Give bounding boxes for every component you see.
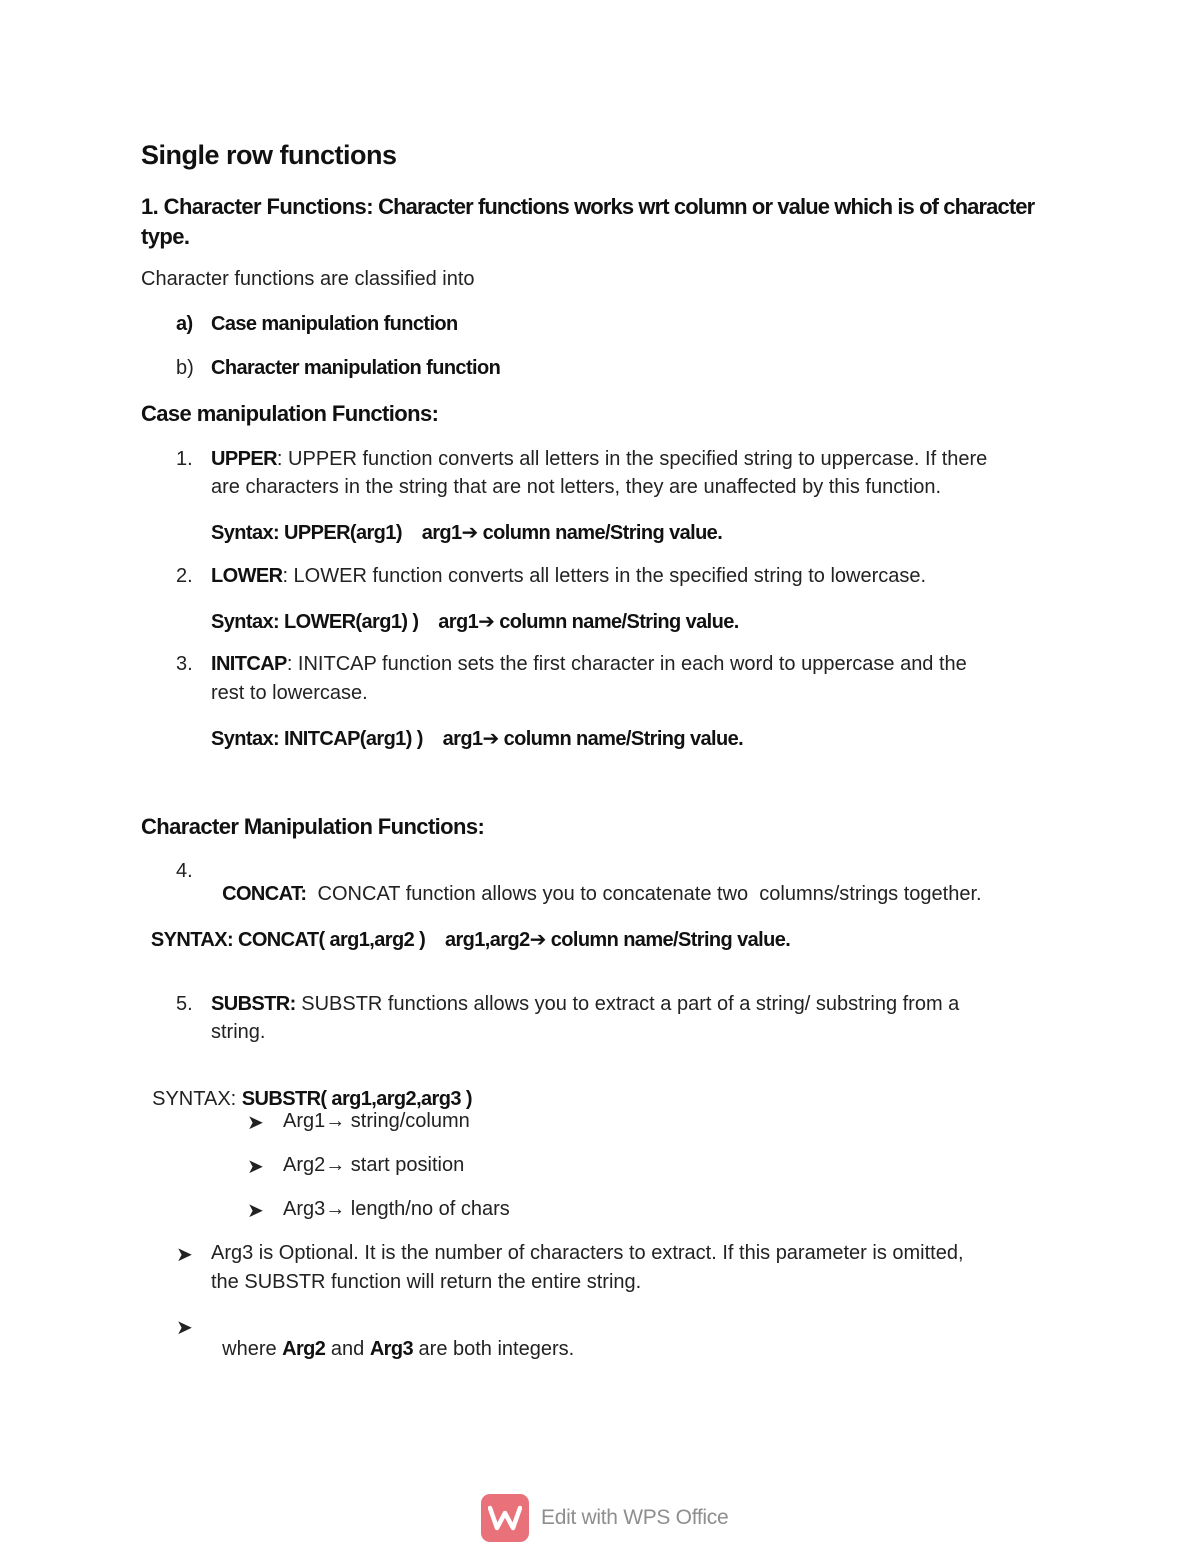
note-optional: Arg3 is Optional. It is the number of characters to extract. If this parameter is omitted, xyxy=(211,1242,964,1264)
upper-description xyxy=(211,448,987,471)
list-item-case-manipulation: Case manipulation function xyxy=(211,313,458,335)
list-number: 1. xyxy=(176,448,193,470)
syntax-line: Syntax: INITCAP(arg1) ) arg1➔ column name/String value. xyxy=(211,728,744,750)
list-number: 4. xyxy=(176,860,193,882)
wps-watermark-text: Edit with WPS Office xyxy=(541,1506,729,1529)
page-title: Single row functions xyxy=(141,140,397,170)
arrowhead-bullet-icon: ➤ xyxy=(247,1112,264,1134)
syntax-label: SYNTAX: xyxy=(152,1088,242,1110)
arg-item: Arg2→ start position xyxy=(283,1154,465,1176)
function-name: INITCAP xyxy=(211,653,287,675)
initcap-description xyxy=(211,653,967,676)
lower-description xyxy=(211,565,926,588)
note-text: where xyxy=(222,1338,283,1360)
wps-w-icon xyxy=(488,1505,522,1531)
list-marker: a) xyxy=(176,313,193,335)
arg-item: Arg3→ length/no of chars xyxy=(283,1198,510,1220)
heading-wrap: type. xyxy=(141,224,190,249)
classified-text: Character functions are classified into xyxy=(141,268,475,290)
note-integers xyxy=(211,1315,574,1361)
function-name: UPPER xyxy=(211,448,277,470)
function-name: LOWER xyxy=(211,565,283,587)
list-number: 3. xyxy=(176,653,193,675)
description-wrap: string. xyxy=(211,1021,266,1043)
arrowhead-bullet-icon: ➤ xyxy=(176,1317,193,1339)
section-heading-character-functions xyxy=(141,194,1034,220)
substr-syntax xyxy=(141,1065,472,1111)
description-text: : INITCAP function sets the first character in each word to uppercase and the xyxy=(286,653,967,675)
syntax-line: Syntax: UPPER(arg1) arg1➔ column name/String value. xyxy=(211,522,723,544)
arrowhead-bullet-icon: ➤ xyxy=(247,1200,264,1222)
list-item-character-manipulation: Character manipulation function xyxy=(211,357,501,379)
list-number: 2. xyxy=(176,565,193,587)
description-text: : UPPER function converts all letters in the specified string to uppercase. If there xyxy=(276,448,988,470)
note-text: are both integers. xyxy=(412,1338,575,1360)
section-heading-case-manipulation: Case manipulation Functions: xyxy=(141,401,439,426)
note-bold: Arg3 xyxy=(369,1338,413,1360)
arrowhead-bullet-icon: ➤ xyxy=(176,1244,193,1266)
syntax-text: SUBSTR( arg1,arg2,arg3 ) xyxy=(241,1088,472,1110)
description-text: : LOWER function converts all letters in the specified string to lowercase. xyxy=(282,565,927,587)
heading-rest: Character functions works wrt column or value which is of character xyxy=(372,194,1035,219)
note-text: and xyxy=(325,1338,370,1360)
section-heading-character-manipulation: Character Manipulation Functions: xyxy=(141,814,485,839)
note-bold: Arg2 xyxy=(282,1338,326,1360)
concat-syntax xyxy=(141,904,790,952)
arg-item: Arg1→ string/column xyxy=(283,1110,470,1132)
concat-description xyxy=(211,860,982,906)
syntax-text: : CONCAT( arg1,arg2 ) arg1,arg2➔ column name/String value. xyxy=(226,929,791,951)
function-name: SUBSTR: xyxy=(211,993,296,1015)
substr-description xyxy=(211,993,959,1016)
heading-lead: 1. Character Functions: xyxy=(141,194,373,219)
arrowhead-bullet-icon: ➤ xyxy=(247,1156,264,1178)
syntax-label: SYNTAX xyxy=(150,929,227,951)
description-wrap: rest to lowercase. xyxy=(211,682,368,704)
note-optional-wrap: the SUBSTR function will return the entire string. xyxy=(211,1271,642,1293)
syntax-line: Syntax: LOWER(arg1) ) arg1➔ column name/String value. xyxy=(211,611,739,633)
wps-logo-icon xyxy=(481,1494,529,1542)
description-wrap: are characters in the string that are not letters, they are unaffected by this function. xyxy=(211,476,942,498)
list-number: 5. xyxy=(176,993,193,1015)
function-name: CONCAT: xyxy=(222,883,307,905)
wps-watermark[interactable] xyxy=(481,1494,728,1542)
description-text: SUBSTR functions allows you to extract a part of a string/ substring from a xyxy=(295,993,960,1015)
list-marker: b) xyxy=(176,357,194,379)
description-text: CONCAT function allows you to concatenate two columns/strings together. xyxy=(306,883,982,905)
